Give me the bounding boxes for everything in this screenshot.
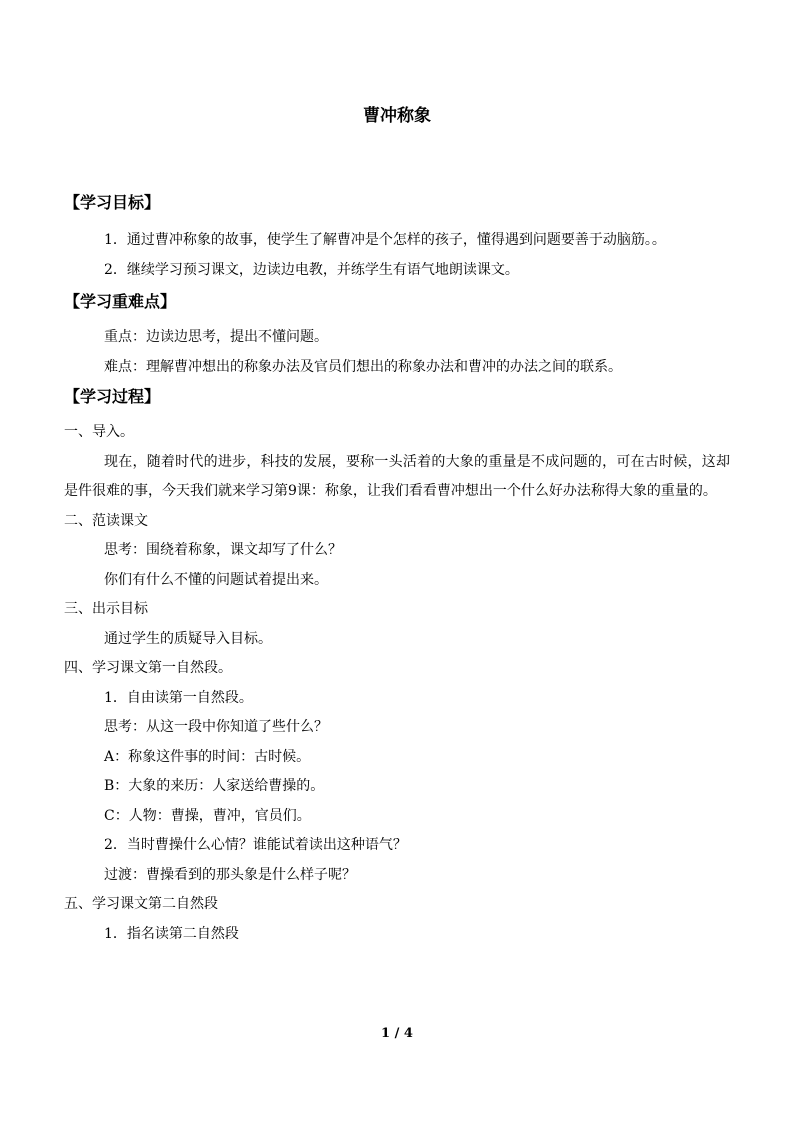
process-step-4-line-1: 1．自由读第一自然段。 [104,689,253,706]
process-step-1-title: 一、导入。 [64,424,134,440]
document-title: 曹冲称象 [363,106,431,126]
process-step-2-line-1: 思考：围绕着称象，课文却写了什么？ [104,542,342,558]
process-step-3-title: 三、出示目标 [64,601,148,617]
process-step-5-line-1: 1．指名读第二自然段 [104,925,239,942]
key-point-difficulty: 难点：理解曹冲想出的称象办法及官员们想出的称象办法和曹冲的办法之间的联系。 [104,358,622,375]
process-step-4-line-3: A：称象这件事的时间：古时候。 [104,748,311,765]
section-heading-process: 【学习过程】 [64,387,161,406]
process-step-5-title: 五、学习课文第二自然段 [64,896,218,912]
document-body [64,188,730,949]
process-step-4-line-5: C：人物：曹操，曹冲，官员们。 [104,807,311,824]
page-number: 1 / 4 [381,1026,413,1041]
goal-item-1: 1．通过曹冲称象的故事，使学生了解曹冲是个怎样的孩子，懂得遇到问题要善于动脑筋。。 [104,232,666,248]
process-step-4-line-6: 2．当时曹操什么心情？谁能试着读出这种语气？ [104,837,407,853]
process-step-4-line-4: B：大象的来历：人家送给曹操的。 [104,778,325,794]
section-heading-goals: 【学习目标】 [64,193,161,212]
process-step-3-line-1: 通过学生的质疑导入目标。 [104,630,272,647]
process-step-4-line-2: 思考：从这一段中你知道了些什么？ [104,719,328,735]
process-step-4-title: 四、学习课文第一自然段。 [64,660,232,676]
process-step-2-line-2: 你们有什么不懂的问题试着提出来。 [104,571,328,588]
process-step-4-line-7: 过渡：曹操看到的那头象是什么样子呢？ [104,866,356,883]
process-step-2-title: 二、范读课文 [64,512,148,529]
process-step-1-text: 现在，随着时代的进步，科技的发展，要称一头活着的大象的重量是不成问题的，可在古时候，这却是件很难的事，今天我们就来学习第9课：称象，让我们看看曹冲想出一个什么好办法称得大象的重量的。 [64,453,730,499]
key-point-focus: 重点：边读边思考，提出不懂问题。 [104,329,328,345]
section-heading-key-points: 【学习重难点】 [64,292,177,311]
goal-item-2: 2．继续学习预习课文，边读边电教，并练学生有语气地朗读课文。 [104,261,519,278]
